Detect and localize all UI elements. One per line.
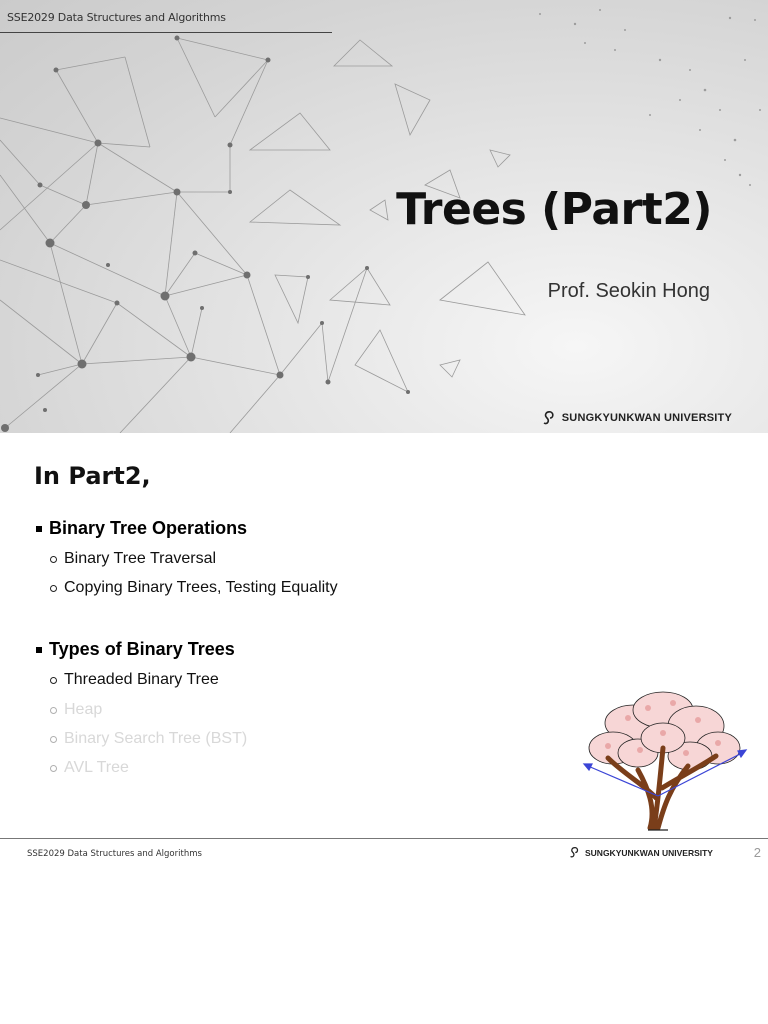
header-divider bbox=[0, 32, 332, 33]
list-item-text: Heap bbox=[64, 701, 103, 718]
section-label: Binary Tree Operations bbox=[49, 518, 248, 538]
section-label: Types of Binary Trees bbox=[49, 639, 235, 659]
cherry-tree-illustration bbox=[578, 688, 750, 833]
list-item-text: Copying Binary Trees, Testing Equality bbox=[64, 579, 338, 596]
list-item bbox=[50, 759, 129, 777]
list-item bbox=[50, 579, 338, 597]
circle-bullet-icon bbox=[50, 736, 57, 743]
circle-bullet-icon bbox=[50, 585, 57, 592]
slide-title: Trees (Part2) bbox=[396, 184, 712, 235]
section-types-of-binary-trees bbox=[36, 639, 235, 660]
footer-divider bbox=[0, 838, 768, 839]
list-item-text: Threaded Binary Tree bbox=[64, 671, 219, 688]
circle-bullet-icon bbox=[50, 707, 57, 714]
skku-logo-icon bbox=[569, 846, 580, 859]
footer-course-name: SSE2029 Data Structures and Algorithms bbox=[27, 849, 202, 859]
footer-university-brand bbox=[569, 846, 713, 859]
slide-heading: In Part2, bbox=[34, 462, 151, 490]
circle-bullet-icon bbox=[50, 765, 57, 772]
university-name: SUNGKYUNKWAN UNIVERSITY bbox=[561, 412, 732, 424]
circle-bullet-icon bbox=[50, 556, 57, 563]
author-name: Prof. Seokin Hong bbox=[547, 280, 710, 302]
list-item-text: AVL Tree bbox=[64, 759, 129, 776]
course-name: SSE2029 Data Structures and Algorithms bbox=[7, 11, 226, 24]
list-item bbox=[50, 550, 216, 568]
list-item-text: Binary Tree Traversal bbox=[64, 550, 217, 567]
university-brand bbox=[542, 410, 732, 426]
circle-bullet-icon bbox=[50, 677, 57, 684]
content-slide bbox=[0, 433, 768, 863]
page-number: 2 bbox=[753, 845, 761, 860]
square-bullet-icon bbox=[36, 526, 42, 532]
list-item bbox=[50, 701, 102, 719]
list-item-text: Binary Search Tree (BST) bbox=[64, 730, 248, 747]
skku-logo-icon bbox=[542, 410, 556, 426]
title-slide bbox=[0, 0, 768, 433]
section-binary-tree-operations bbox=[36, 518, 247, 539]
list-item bbox=[50, 730, 247, 748]
footer-university-name: SUNGKYUNKWAN UNIVERSITY bbox=[585, 847, 713, 858]
list-item bbox=[50, 671, 219, 689]
square-bullet-icon bbox=[36, 647, 42, 653]
